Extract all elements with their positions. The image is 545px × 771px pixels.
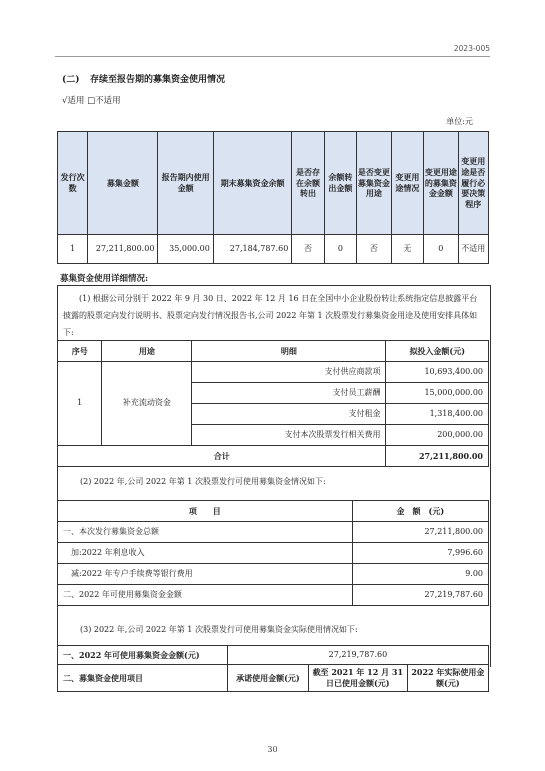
- paragraph-1: (1) 根据公司分别于 2022 年 9 月 30 日、2022 年 12 月 16 日在全国中小企业股份转让系统指定信息披露平台披露的股票定向发行说明书、股票定向发行情况报告书,公司 2022 年第 1 次股票发行募集资金用途及使用安排具体如下:: [63, 294, 478, 337]
- table-cell: 加:2022 年利息收入: [58, 543, 353, 564]
- col-header: 余额转出金额: [324, 132, 356, 235]
- table-cell: 35,000.00: [158, 235, 213, 264]
- applicability: √适用 □不适用: [62, 96, 121, 106]
- col-header: 序号: [58, 341, 102, 362]
- table-cell: 支付供应商款项: [192, 362, 386, 383]
- row-value: 27,219,787.60: [227, 646, 488, 665]
- row-label: 一、2022 年可使用募集资金金额(元): [58, 646, 228, 665]
- table-cell: 否: [357, 235, 392, 264]
- total-amount: 27,211,800.00: [386, 446, 489, 467]
- col-header: 拟投入金额(元): [386, 341, 489, 362]
- table-cell: 支付员工薪酬: [192, 383, 386, 404]
- total-row: [58, 446, 489, 467]
- available-funds-table: [57, 500, 489, 606]
- col-header: 变更用途是否履行必要决策程序: [458, 132, 488, 235]
- document-code: 2023-005: [453, 44, 490, 53]
- table-row: [58, 362, 489, 383]
- table-row: [58, 665, 489, 692]
- col-header: 项 目: [58, 501, 353, 522]
- col-header: 2022 年实际使用金额(元): [407, 665, 488, 692]
- section-title: [62, 72, 225, 85]
- table-cell: 27,219,787.60: [352, 585, 488, 606]
- paragraph-2: (2) 2022 年,公司 2022 年第 1 次股票发行可使用募集资金情况如下:: [80, 477, 326, 486]
- table-cell: 支付租金: [192, 404, 386, 425]
- summary-table: [57, 131, 489, 264]
- table-cell: 减:2022 年专户手续费等银行费用: [58, 564, 353, 585]
- col-header: 截至 2021 年 12 月 31 日已使用金额(元): [308, 665, 407, 692]
- usage-header-row: [58, 341, 489, 362]
- col-header: 募集金额: [88, 132, 158, 235]
- table-cell: 无: [391, 235, 423, 264]
- table-cell: 一、本次发行募集资金总额: [58, 522, 353, 543]
- col-header: 是否存在余额转出: [292, 132, 324, 235]
- table-cell: 支付本次股票发行相关费用: [192, 425, 386, 446]
- total-label: 合计: [58, 446, 386, 467]
- col-header: 明细: [192, 341, 386, 362]
- section-number: (二): [62, 75, 80, 85]
- table-cell: 10,693,400.00: [386, 362, 489, 383]
- table-cell: 1: [58, 235, 88, 264]
- table-cell: 0: [424, 235, 459, 264]
- purpose-cell: 补充流动资金: [102, 362, 192, 446]
- table-row: [58, 522, 489, 543]
- table-row: [58, 646, 489, 665]
- table-row: [58, 585, 489, 606]
- table-cell: 7,996.60: [352, 543, 488, 564]
- col-header: 用途: [102, 341, 192, 362]
- detail-title: 募集资金使用详细情况:: [60, 274, 149, 284]
- table-cell: 0: [324, 235, 356, 264]
- table-cell: 15,000,000.00: [386, 383, 489, 404]
- table-cell: 27,211,800.00: [88, 235, 158, 264]
- table-row: [58, 564, 489, 585]
- table-cell: 不适用: [458, 235, 488, 264]
- col-header: 变更用途情况: [391, 132, 423, 235]
- table-cell: 1,318,400.00: [386, 404, 489, 425]
- available-header-row: [58, 501, 489, 522]
- table-cell: 27,184,787.60: [213, 235, 291, 264]
- seq-cell: 1: [58, 362, 102, 446]
- table-cell: 9.00: [352, 564, 488, 585]
- summary-header-row: [58, 132, 489, 235]
- table-cell: 200,000.00: [386, 425, 489, 446]
- table-cell: 二、2022 年可使用募集资金金额: [58, 585, 353, 606]
- table-cell: 否: [292, 235, 324, 264]
- unit-label: 单位:元: [446, 117, 473, 126]
- col-header: 金 额 (元): [352, 501, 488, 522]
- col-header: 是否变更募集资金用途: [357, 132, 392, 235]
- actual-usage-table: [57, 645, 489, 692]
- col-header: 发行次数: [58, 132, 88, 235]
- usage-table: [57, 340, 489, 467]
- col-header: 变更用途的募集资金金额: [424, 132, 459, 235]
- col-header: 期末募集资金余额: [213, 132, 291, 235]
- table-cell: 27,211,800.00: [352, 522, 488, 543]
- row-label: 二、募集资金使用项目: [58, 665, 228, 692]
- section-title-text: 存续至报告期的募集资金使用情况: [90, 75, 226, 85]
- header-rule: [55, 56, 490, 57]
- table-row: [58, 235, 489, 264]
- col-header: 承诺使用金额(元): [227, 665, 308, 692]
- col-header: 报告期内使用金额: [158, 132, 213, 235]
- paragraph-3: (3) 2022 年,公司 2022 年第 1 次股票发行可使用募集资金实际使用情况如下:: [80, 625, 358, 634]
- table-row: [58, 543, 489, 564]
- page-number: 30: [267, 745, 278, 754]
